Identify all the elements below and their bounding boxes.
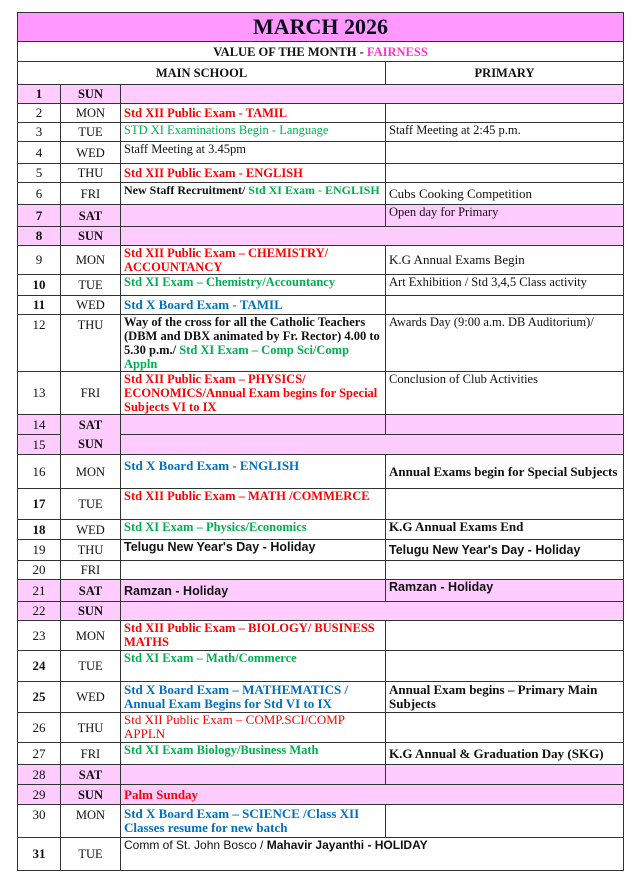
day-number: 28 xyxy=(18,765,61,785)
value-label: VALUE OF THE MONTH - xyxy=(213,44,367,59)
main-event: Std XI Exam – Physics/Economics xyxy=(121,520,386,540)
primary-event: Awards Day (9:00 a.m. DB Auditorium)/ xyxy=(386,315,624,372)
header-main-school: MAIN SCHOOL xyxy=(18,62,386,85)
day-number: 31 xyxy=(18,838,61,871)
main-event: Std X Board Exam - ENGLISH xyxy=(121,455,386,489)
main-event: Std XII Public Exam – MATH /COMMERCE xyxy=(121,489,386,520)
day-number: 9 xyxy=(18,246,61,275)
primary-event: Art Exhibition / Std 3,4,5 Class activity xyxy=(386,275,624,296)
primary-event: Telugu New Year's Day - Holiday xyxy=(386,540,624,561)
day-number: 8 xyxy=(18,227,61,246)
day-row xyxy=(18,838,624,871)
day-name: WED xyxy=(61,142,121,164)
main-event: Std XII Public Exam – CHEMISTRY/ ACCOUNTANCY xyxy=(121,246,386,275)
primary-event xyxy=(386,142,624,164)
day-name: SUN xyxy=(61,435,121,455)
main-event: Std XI Exam – Math/Commerce xyxy=(121,651,386,682)
day-name: FRI xyxy=(61,372,121,415)
day-event xyxy=(121,227,624,246)
day-number: 5 xyxy=(18,164,61,183)
day-number: 25 xyxy=(18,682,61,713)
day-number: 11 xyxy=(18,296,61,315)
main-event xyxy=(121,561,386,580)
day-name: SAT xyxy=(61,205,121,227)
day-name: FRI xyxy=(61,743,121,765)
day-row xyxy=(18,785,624,805)
day-number: 26 xyxy=(18,713,61,743)
day-row xyxy=(18,275,624,296)
primary-event xyxy=(386,621,624,651)
primary-event xyxy=(386,104,624,123)
primary-event: K.G Annual Exams Begin xyxy=(386,246,624,275)
main-event: Std XII Public Exam – PHYSICS/ ECONOMICS/Annual Exam begins for Special Subjects VI to IX xyxy=(121,372,386,415)
day-number: 6 xyxy=(18,183,61,205)
day-number: 20 xyxy=(18,561,61,580)
primary-event xyxy=(386,765,624,785)
day-name: MON xyxy=(61,621,121,651)
day-row xyxy=(18,296,624,315)
day-row xyxy=(18,602,624,621)
day-number: 4 xyxy=(18,142,61,164)
day-number: 19 xyxy=(18,540,61,561)
day-number: 2 xyxy=(18,104,61,123)
day-row xyxy=(18,205,624,227)
day-name: SUN xyxy=(61,785,121,805)
day-event xyxy=(121,435,624,455)
day-name: WED xyxy=(61,296,121,315)
primary-event xyxy=(386,296,624,315)
day-name: TUE xyxy=(61,123,121,142)
day-name: MON xyxy=(61,246,121,275)
main-event: Std XI Exam Biology/Business Math xyxy=(121,743,386,765)
day-name: TUE xyxy=(61,651,121,682)
day-number: 24 xyxy=(18,651,61,682)
day-name: SUN xyxy=(61,602,121,621)
primary-event: Conclusion of Club Activities xyxy=(386,372,624,415)
primary-event xyxy=(386,713,624,743)
day-number: 16 xyxy=(18,455,61,489)
day-number: 10 xyxy=(18,275,61,296)
day-name: SUN xyxy=(61,227,121,246)
main-event-part: Way of the cross for all the Catholic Teachers (DBM and DBX animated by Fr. Rector) 4.00 to 5.30 p.m./ xyxy=(124,315,380,357)
primary-event: Annual Exams begin for Special Subjects xyxy=(386,455,624,489)
main-event: Telugu New Year's Day - Holiday xyxy=(121,540,386,561)
day-number: 15 xyxy=(18,435,61,455)
day-name: SAT xyxy=(61,415,121,435)
day-row xyxy=(18,765,624,785)
day-number: 30 xyxy=(18,805,61,838)
primary-event xyxy=(386,561,624,580)
day-name: FRI xyxy=(61,561,121,580)
day-row xyxy=(18,621,624,651)
day-number: 13 xyxy=(18,372,61,415)
day-name: WED xyxy=(61,520,121,540)
day-row xyxy=(18,123,624,142)
day-row xyxy=(18,743,624,765)
day-event xyxy=(121,85,624,104)
day-row xyxy=(18,713,624,743)
day-row xyxy=(18,183,624,205)
primary-event: Ramzan - Holiday xyxy=(386,580,624,602)
day-row xyxy=(18,805,624,838)
day-number: 7 xyxy=(18,205,61,227)
main-event-part: Std XI Exam - ENGLISH xyxy=(248,183,380,197)
day-number: 12 xyxy=(18,315,61,372)
main-event: Std X Board Exam – SCIENCE /Class XII Classes resume for new batch xyxy=(121,805,386,838)
primary-event: K.G Annual & Graduation Day (SKG) xyxy=(386,743,624,765)
calendar-table xyxy=(17,12,624,871)
main-event-part: Std XI Exam – Comp Sci/Comp Appln xyxy=(124,343,350,371)
main-event: STD XI Examinations Begin - Language xyxy=(121,123,386,142)
primary-event xyxy=(386,651,624,682)
primary-event xyxy=(386,415,624,435)
primary-event: Annual Exam begins – Primary Main Subjects xyxy=(386,682,624,713)
day-name: THU xyxy=(61,315,121,372)
main-event-part: Mahavir Jayanthi - HOLIDAY xyxy=(266,838,428,852)
day-row xyxy=(18,580,624,602)
day-event xyxy=(121,602,624,621)
main-event xyxy=(121,415,386,435)
main-event: Std XII Public Exam – BIOLOGY/ BUSINESS MATHS xyxy=(121,621,386,651)
day-number: 1 xyxy=(18,85,61,104)
main-event: Std XII Public Exam – COMP.SCI/COMP APPLN xyxy=(121,713,386,743)
main-event xyxy=(121,765,386,785)
day-name: THU xyxy=(61,164,121,183)
main-event: Std XII Public Exam - TAMIL xyxy=(121,104,386,123)
day-name: FRI xyxy=(61,183,121,205)
day-name: TUE xyxy=(61,489,121,520)
main-event: Std XI Exam – Chemistry/Accountancy xyxy=(121,275,386,296)
day-name: MON xyxy=(61,455,121,489)
day-name: THU xyxy=(61,713,121,743)
day-number: 29 xyxy=(18,785,61,805)
day-number: 21 xyxy=(18,580,61,602)
day-row xyxy=(18,682,624,713)
day-number: 23 xyxy=(18,621,61,651)
primary-event xyxy=(386,489,624,520)
day-name: TUE xyxy=(61,838,121,871)
day-row xyxy=(18,104,624,123)
main-event-part: Comm of St. John Bosco / xyxy=(124,838,267,852)
day-name: THU xyxy=(61,540,121,561)
day-row xyxy=(18,142,624,164)
main-event xyxy=(121,183,386,205)
day-name: SAT xyxy=(61,765,121,785)
day-row xyxy=(18,651,624,682)
main-event xyxy=(121,315,386,372)
main-event: Std X Board Exam – MATHEMATICS / Annual Exam Begins for Std VI to IX xyxy=(121,682,386,713)
day-number: 14 xyxy=(18,415,61,435)
calendar-title: MARCH 2026 xyxy=(18,13,624,42)
day-row xyxy=(18,315,624,372)
main-event xyxy=(121,205,386,227)
day-name: MON xyxy=(61,104,121,123)
day-name: SAT xyxy=(61,580,121,602)
day-name: SUN xyxy=(61,85,121,104)
day-row xyxy=(18,561,624,580)
main-event: Staff Meeting at 3.45pm xyxy=(121,142,386,164)
day-row xyxy=(18,435,624,455)
day-row xyxy=(18,246,624,275)
day-name: TUE xyxy=(61,275,121,296)
day-number: 27 xyxy=(18,743,61,765)
day-row xyxy=(18,372,624,415)
day-row xyxy=(18,85,624,104)
day-number: 3 xyxy=(18,123,61,142)
primary-event xyxy=(386,805,624,838)
primary-event: K.G Annual Exams End xyxy=(386,520,624,540)
main-event: Std XII Public Exam - ENGLISH xyxy=(121,164,386,183)
day-row xyxy=(18,164,624,183)
primary-event: Open day for Primary xyxy=(386,205,624,227)
day-number: 22 xyxy=(18,602,61,621)
main-event-part: New Staff Recruitment/ xyxy=(124,183,249,197)
day-name: WED xyxy=(61,682,121,713)
value-highlight: FAIRNESS xyxy=(366,44,428,59)
primary-event: Staff Meeting at 2:45 p.m. xyxy=(386,123,624,142)
primary-event xyxy=(386,164,624,183)
day-row xyxy=(18,520,624,540)
day-row xyxy=(18,455,624,489)
day-event: Palm Sunday xyxy=(121,785,624,805)
value-of-month xyxy=(18,42,624,62)
day-row xyxy=(18,540,624,561)
day-number: 17 xyxy=(18,489,61,520)
main-event: Std X Board Exam - TAMIL xyxy=(121,296,386,315)
day-row xyxy=(18,227,624,246)
day-row xyxy=(18,415,624,435)
day-name: MON xyxy=(61,805,121,838)
day-number: 18 xyxy=(18,520,61,540)
day-row xyxy=(18,489,624,520)
main-event xyxy=(121,838,624,871)
header-primary: PRIMARY xyxy=(386,62,624,85)
main-event: Ramzan - Holiday xyxy=(121,580,386,602)
primary-event: Cubs Cooking Competition xyxy=(386,183,624,205)
